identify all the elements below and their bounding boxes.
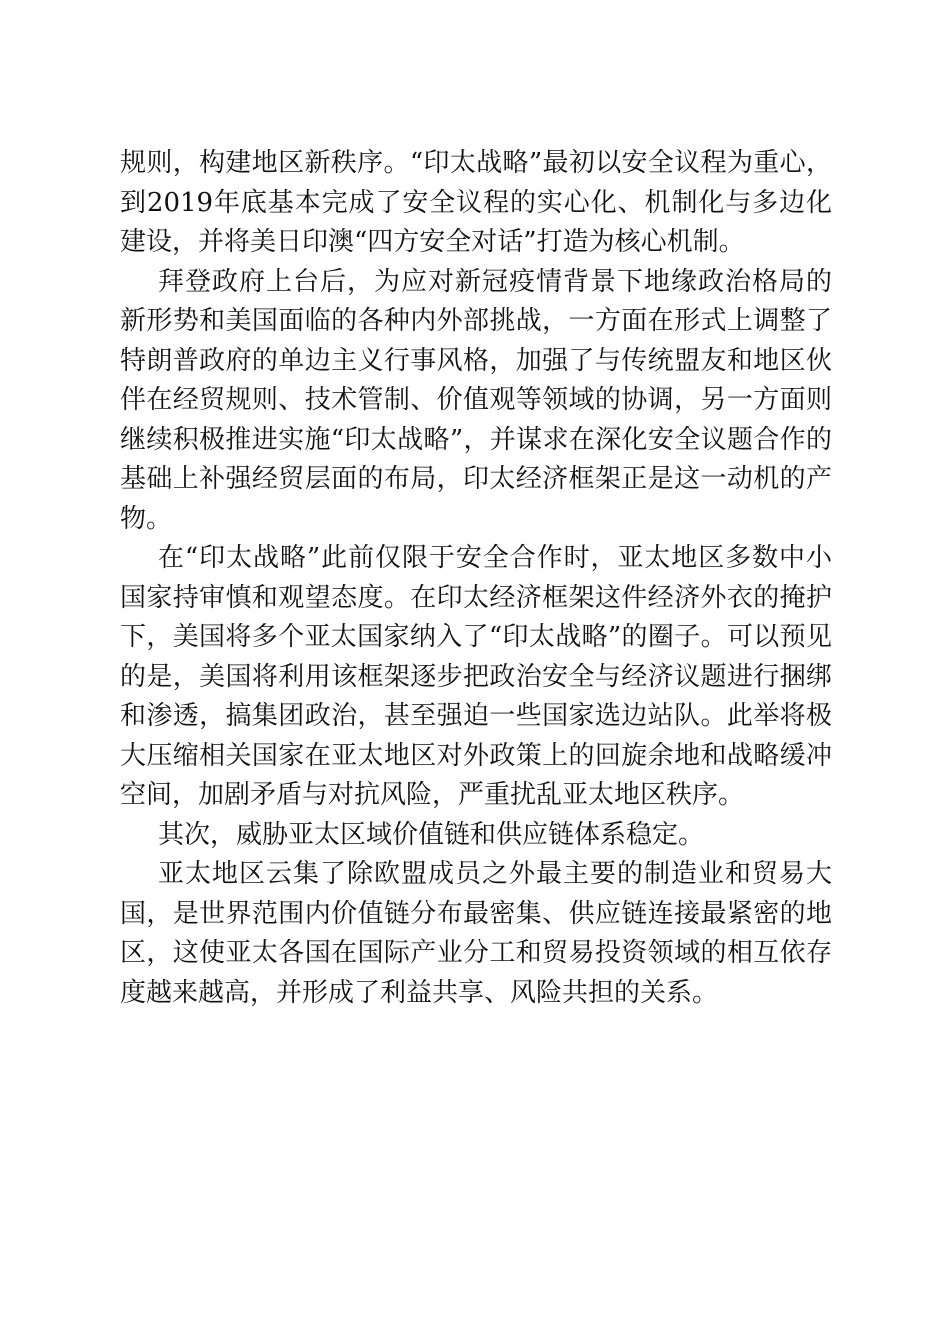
document-body xyxy=(120,144,832,1013)
paragraph-second-point: 其次，威胁亚太区域价值链和供应链体系稳定。 xyxy=(158,819,705,850)
paragraph-biden-policy: 拜登政府上台后，为应对新冠疫情背景下地缘政治格局的新形势和美国面临的各种内外部挑战，一方面在形式上调整了特朗普政府的单边主义行事风格，加强了与传统盟友和地区伙伴在经贸规则、技术管制、价值观等领域的协调，另一方面则继续积极推进实施“印太战略”，并谋求在深化安全议题合作的基础上补强经贸层面的布局，印太经济框架正是这一动机的产物。 xyxy=(120,266,832,534)
paragraph-supply-chain: 亚太地区云集了除欧盟成员之外最主要的制造业和贸易大国，是世界范围内价值链分布最密集、供应链连接最紧密的地区，这使亚太各国在国际产业分工和贸易投资领域的相互依存度越来越高，并形成了利益共享、风险共担的关系。 xyxy=(120,859,832,1008)
paragraph-regional-impact: 在“印太战略”此前仅限于安全合作时，亚太地区多数中小国家持审慎和观望态度。在印太经济框架这件经济外衣的掩护下，美国将多个亚太国家纳入了“印太战略”的圈子。可以预见的是，美国将利用该框架逐步把政治安全与经济议题进行捆绑和渗透，搞集团政治，甚至强迫一些国家选边站队。此举将极大压缩相关国家在亚太地区对外政策上的回旋余地和战略缓冲空间，加剧矛盾与对抗风险，严重扰乱亚太地区秩序。 xyxy=(120,543,832,810)
paragraph-continuation: 规则，构建地区新秩序。“印太战略”最初以安全议程为重心，到2019年底基本完成了安全议程的实心化、机制化与多边化建设，并将美日印澳“四方安全对话”打造为核心机制。 xyxy=(120,148,832,257)
